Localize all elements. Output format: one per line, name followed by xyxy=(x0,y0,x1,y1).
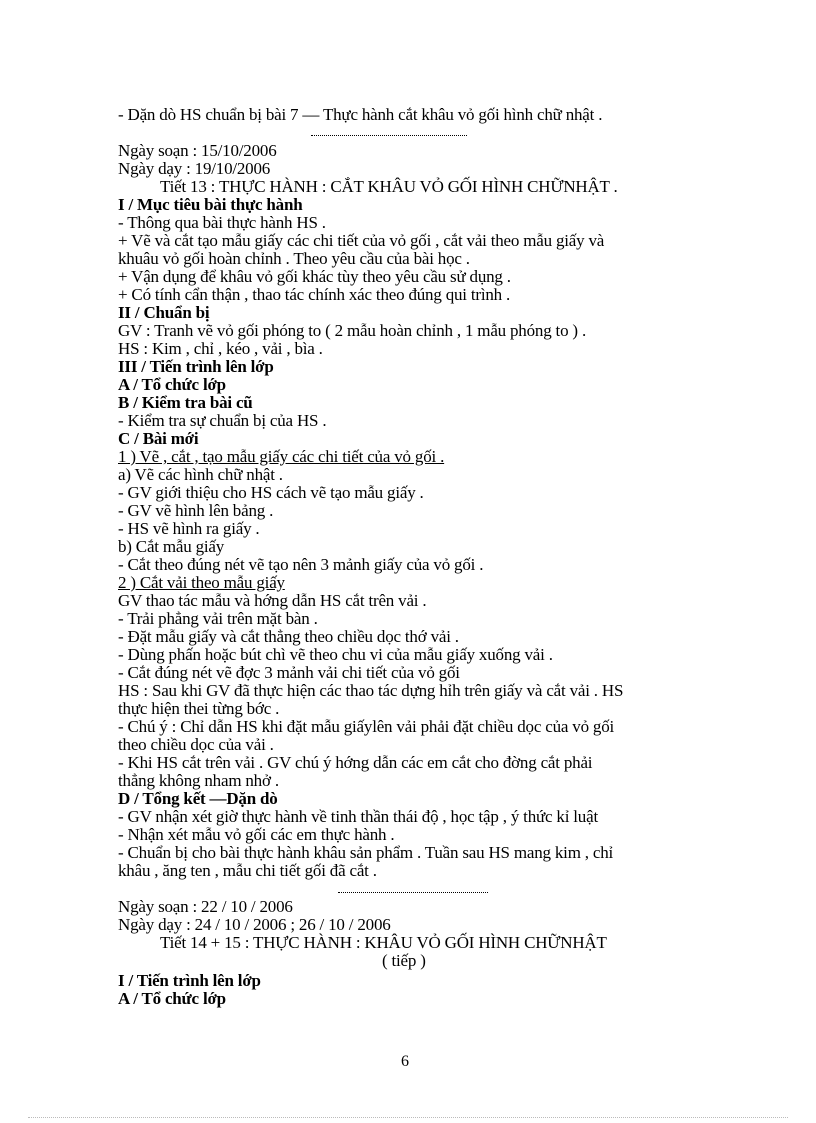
text-line: - Chuẩn bị cho bài thực hành khâu sản phẩm . Tuần sau HS mang kim , chỉ xyxy=(118,843,614,862)
text-line: - Cắt đúng nét vẽ đợc 3 mảnh vải chi tiết của vỏ gối xyxy=(118,663,460,682)
text-line: b) Cắt mẫu giấy xyxy=(118,537,225,556)
date-prepared: Ngày soạn : 15/10/2006 xyxy=(118,141,277,160)
text-line: GV thao tác mẫu và hớng dẫn HS cắt trên vải . xyxy=(118,591,427,610)
subsection-heading: A / Tổ chức lớp xyxy=(118,989,226,1008)
lesson-title-continued: ( tiếp ) xyxy=(382,951,426,970)
subsection-heading: B / Kiểm tra bài cũ xyxy=(118,393,253,412)
text-line: HS : Sau khi GV đã thực hiện các thao tác dựng hỉh trên giấy và cắt vải . HS xyxy=(118,681,624,700)
text-line: - HS vẽ hình ra giấy . xyxy=(118,519,260,538)
text-line: - Khi HS cắt trên vải . GV chú ý hớng dẫn các em cắt cho đờng cắt phải xyxy=(118,753,593,772)
subsection-heading: C / Bài mới xyxy=(118,429,199,448)
text-line: - Chú ý : Chỉ dẫn HS khi đặt mẫu giấylên vải phải đặt chiều dọc của vỏ gối xyxy=(118,717,615,736)
footer-dotted-rule xyxy=(28,1117,788,1118)
date-taught: Ngày dạy : 19/10/2006 xyxy=(118,159,271,178)
text-line: - GV vẽ hình lên bảng . xyxy=(118,501,274,520)
lesson-title: Tiết 14 + 15 : THỰC HÀNH : KHÂU VỎ GỐI HÌNH CHỮNHẬT xyxy=(160,933,607,952)
section-heading: III / Tiến trình lên lớp xyxy=(118,357,274,376)
text-line: - GV giới thiệu cho HS cách vẽ tạo mẫu giấy . xyxy=(118,483,424,502)
text-line: - Dặn dò HS chuẩn bị bài 7 — Thực hành cắt khâu vỏ gối hình chữ nhật . xyxy=(118,105,603,124)
text-line: khâu , ăng ten , mẫu chi tiết gối đã cắt . xyxy=(118,861,377,880)
subsection-heading: A / Tổ chức lớp xyxy=(118,375,226,394)
text-line: - Đặt mẫu giấy và cắt thẳng theo chiều dọc thớ vải . xyxy=(118,627,459,646)
dotted-separator xyxy=(311,135,467,136)
text-line: - Dùng phấn hoặc bút chì vẽ theo chu vi của mẫu giấy xuống vải . xyxy=(118,645,553,664)
text-line: a) Vẽ các hình chữ nhật . xyxy=(118,465,283,484)
dotted-separator xyxy=(338,892,488,893)
text-line: - Trải phẳng vải trên mặt bàn . xyxy=(118,609,318,628)
text-line: khuâu vỏ gối hoàn chỉnh . Theo yêu cầu của bài học . xyxy=(118,249,470,268)
text-line: + Có tính cẩn thận , thao tác chính xác theo đúng qui trình . xyxy=(118,285,511,304)
text-line: - Cắt theo đúng nét vẽ tạo nên 3 mảnh giấy của vỏ gối . xyxy=(118,555,484,574)
text-line: - Thông qua bài thực hành HS . xyxy=(118,213,326,232)
date-taught: Ngày dạy : 24 / 10 / 2006 ; 26 / 10 / 2006 xyxy=(118,915,391,934)
date-prepared: Ngày soạn : 22 / 10 / 2006 xyxy=(118,897,293,916)
text-line: + Vận dụng để khâu vỏ gối khác tùy theo yêu cầu sử dụng . xyxy=(118,267,511,286)
text-line: - Nhận xét mẫu vỏ gối các em thực hành . xyxy=(118,825,395,844)
subsection-heading: D / Tổng kết —Dặn dò xyxy=(118,789,278,808)
section-heading: I / Tiến trình lên lớp xyxy=(118,971,261,990)
text-line: GV : Tranh vẽ vỏ gối phóng to ( 2 mẫu hoàn chỉnh , 1 mẫu phóng to ) . xyxy=(118,321,586,340)
lesson-title: Tiết 13 : THỰC HÀNH : CẮT KHÂU VỎ GỐI HÌNH CHỮNHẬT . xyxy=(160,177,618,196)
step-heading: 2 ) Cắt vải theo mẫu giấy xyxy=(118,573,285,592)
text-line: thực hiện thei từng bớc . xyxy=(118,699,280,718)
section-heading: II / Chuẩn bị xyxy=(118,303,210,322)
text-line: - GV nhận xét giờ thực hành về tinh thần thái độ , học tập , ý thức kỉ luật xyxy=(118,807,598,826)
page-number: 6 xyxy=(401,1053,409,1070)
step-heading: 1 ) Vẽ , cắt , tạo mẫu giấy các chi tiết của vỏ gối . xyxy=(118,447,445,466)
text-line: theo chiều dọc của vải . xyxy=(118,735,274,754)
text-line: + Vẽ và cắt tạo mẫu giấy các chi tiết của vỏ gối , cắt vải theo mẫu giấy và xyxy=(118,231,605,250)
text-line: - Kiểm tra sự chuẩn bị của HS . xyxy=(118,411,327,430)
text-line: thẳng không nham nhở . xyxy=(118,771,279,790)
text-line: HS : Kim , chỉ , kéo , vải , bìa . xyxy=(118,339,323,358)
section-heading: I / Mục tiêu bài thực hành xyxy=(118,195,303,214)
